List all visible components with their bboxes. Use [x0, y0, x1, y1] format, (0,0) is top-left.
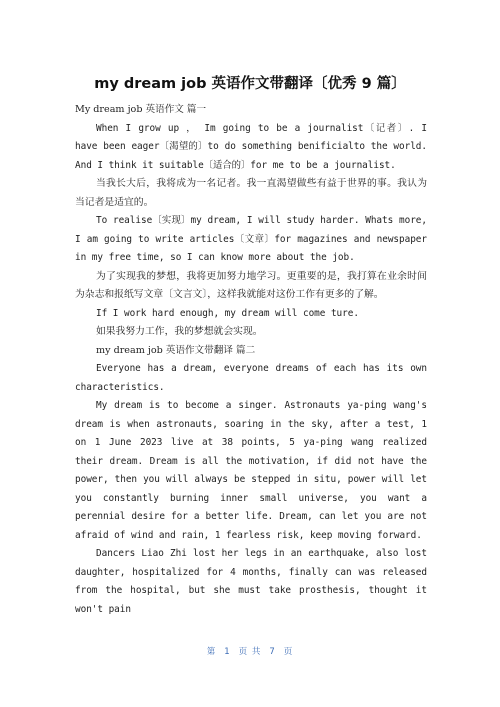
footer-label-page: 第: [206, 647, 217, 657]
footer-label-pages: 页: [283, 647, 294, 657]
footer-label-of: 页 共: [238, 647, 262, 657]
section-heading-1: My dream job 英语作文 篇一: [75, 104, 207, 115]
document-title: my dream job 英语作文带翻译〔优秀 9 篇〕: [94, 76, 406, 92]
page-footer: [0, 646, 500, 658]
paragraph-en-3: If I work hard enough, my dream will come ture.: [96, 307, 359, 319]
paragraph-en-5: My dream is to become a singer. Astronauts ya-ping wang's dream is when astronauts, soaring in the sky, after a test, 1 on 1 June 2023 live at 38 points, 5 ya-ping wang realized their dream. Dream is all the motivation, if did not have the power, then you will always be stepped in situ, power will let you constantly burning inner small universe, you want a perennial desire for a better life. Dream, can let you are not afraid of wind and rain, 1 fearless risk, keep moving forward.: [75, 400, 427, 541]
footer-total-pages: 7: [269, 647, 276, 657]
paragraph-zh-1: 当我长大后，我将成为一名记者。我一直渴望做些有益于世界的事。我认为当记者是适宜的。: [75, 178, 427, 208]
paragraph-en-4: Everyone has a dream, everyone dreams of each has its own characteristics.: [75, 363, 427, 393]
document-body: [75, 101, 427, 619]
paragraph-zh-3: 如果我努力工作，我的梦想就会实现。: [96, 326, 263, 337]
footer-current-page: 1: [224, 647, 231, 657]
paragraph-en-1: When I grow up ， Im going to be a journalist〔记者〕. I have been eager〔渴望的〕to do something benificialto the world. And I think it suitable〔适合的〕for me to be a journalist.: [75, 122, 427, 171]
section-heading-2: my dream job 英语作文带翻译 篇二: [96, 344, 256, 356]
paragraph-en-6: Dancers Liao Zhi lost her legs in an earthquake, also lost daughter, hospitalized for 4 months, finally can was released from the hospital, but she must take prosthesis, thought it won't pain: [75, 548, 427, 615]
paragraph-zh-2: 为了实现我的梦想，我将更加努力地学习。更重要的是，我打算在业余时间为杂志和报纸写文章〔文言文〕，这样我就能对这份工作有更多的了解。: [75, 270, 427, 300]
paragraph-en-2: To realise〔实现〕my dream, I will study harder. Whats more, I am going to write articles〔文章〕for magazines and newspaper in my free time, so I can know more about the job.: [75, 215, 427, 263]
